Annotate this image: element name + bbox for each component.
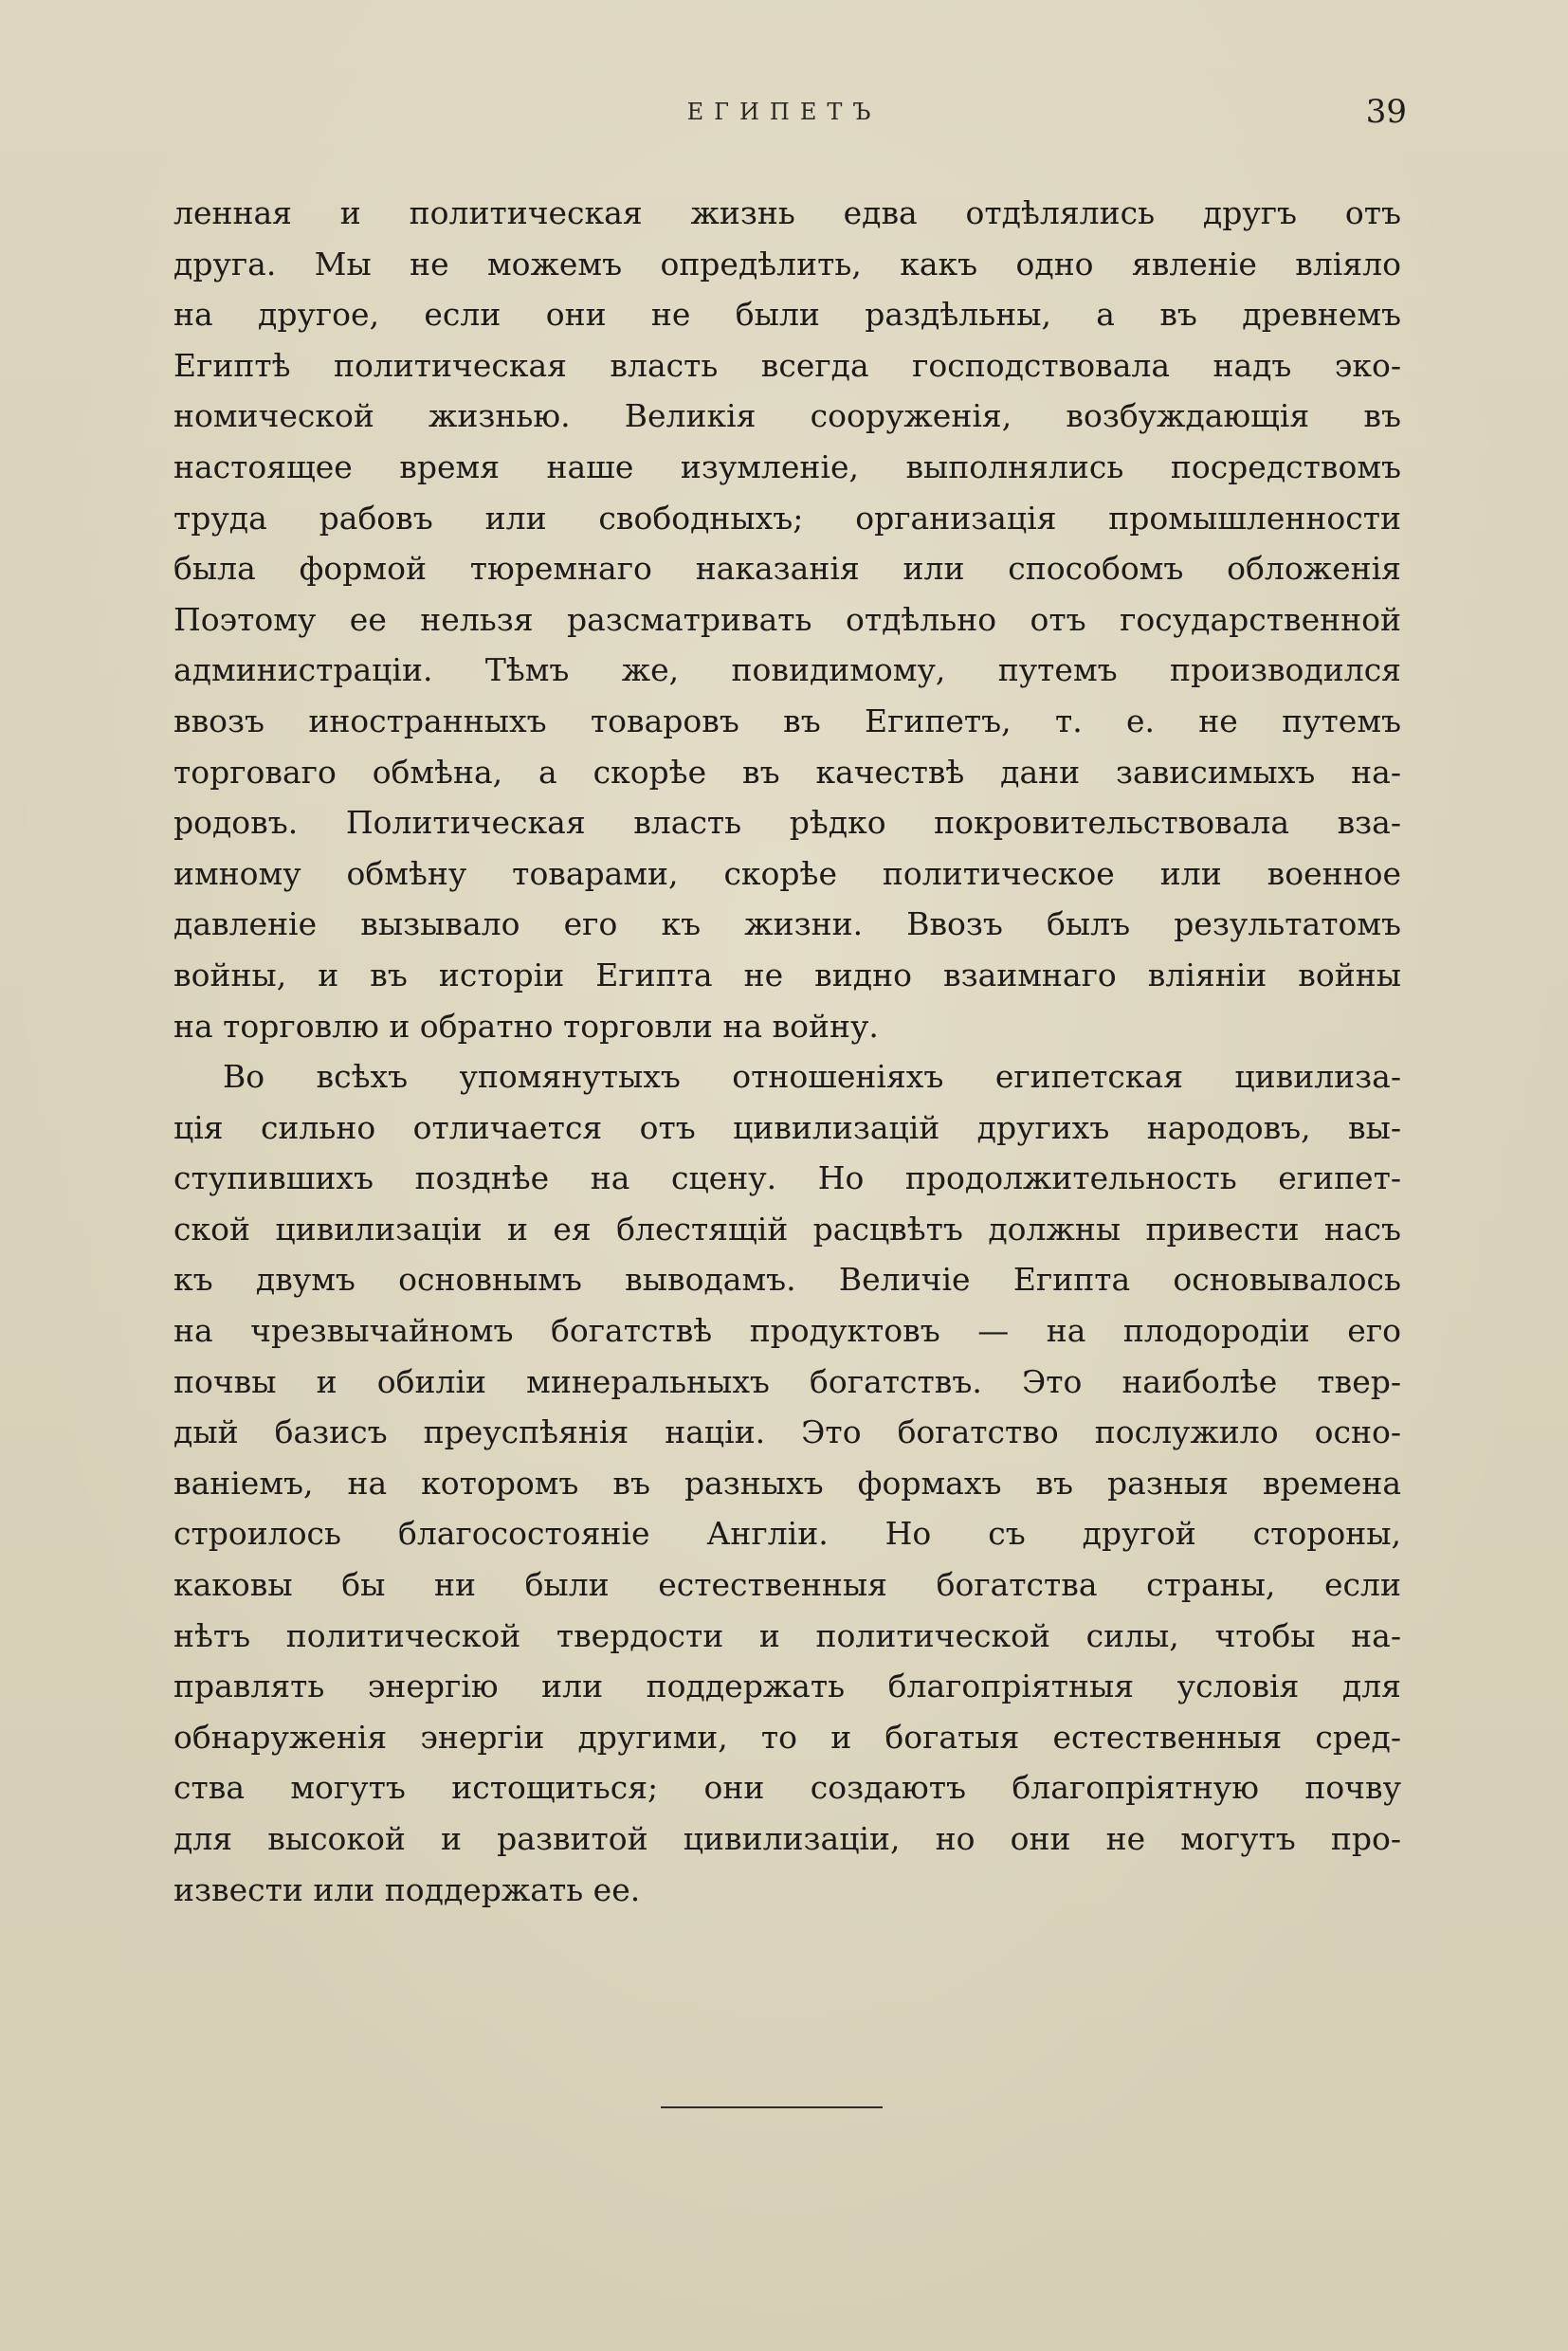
text-line: ской цивилизаціи и ея блестящій расцвѣтъ должны привести насъ	[173, 1210, 1401, 1248]
text-line: настоящее время наше изумленіе, выполнялись посредствомъ	[173, 447, 1401, 485]
page-number: 39	[1365, 93, 1407, 131]
text-line: къ двумъ основнымъ выводамъ. Величіе Египта основывалось	[173, 1261, 1401, 1299]
text-line: Во всѣхъ упомянутыхъ отношеніяхъ египетская цивилиза-	[223, 1058, 1401, 1096]
text-line: правлять энергію или поддержать благопріятныя условія для	[173, 1668, 1401, 1705]
text-line: войны, и въ исторіи Египта не видно взаимнаго вліяніи войны	[173, 956, 1401, 993]
text-line: ввозъ иностранныхъ товаровъ въ Египетъ, т. е. не путемъ	[173, 702, 1401, 739]
end-rule	[661, 2106, 883, 2108]
paragraph-1	[173, 188, 1401, 1051]
text-line: Поэтому ее нельзя разсматривать отдѣльно отъ государственной	[173, 600, 1401, 638]
text-line: ленная и политическая жизнь едва отдѣлялись другъ отъ	[173, 194, 1401, 231]
text-line: обнаруженія энергіи другими, то и богатыя естественныя сред-	[173, 1718, 1401, 1756]
running-title: ЕГИПЕТЪ	[686, 99, 882, 125]
text-line: извести или поддержать ее.	[173, 1870, 641, 1908]
text-line: номической жизнью. Великія сооруженія, возбуждающія въ	[173, 397, 1401, 435]
paragraph-2	[173, 1051, 1401, 1915]
text-line: на торговлю и обратно торговли на войну.	[173, 1007, 879, 1045]
text-line: давленіе вызывало его къ жизни. Ввозъ былъ результатомъ	[173, 905, 1401, 943]
text-line: на другое, если они не были раздѣльны, а въ древнемъ	[173, 296, 1401, 334]
text-line: родовъ. Политическая власть рѣдко покровительствовала вза-	[173, 804, 1401, 842]
text-line: на чрезвычайномъ богатствѣ продуктовъ — на плодородіи его	[173, 1312, 1401, 1350]
text-line: торговаго обмѣна, а скорѣе въ качествѣ дани зависимыхъ на-	[173, 753, 1401, 791]
text-line: дый базисъ преуспѣянія націи. Это богатство послужило осно-	[173, 1413, 1401, 1451]
text-line: ція сильно отличается отъ цивилизацій другихъ народовъ, вы-	[173, 1108, 1401, 1146]
text-line: друга. Мы не можемъ опредѣлить, какъ одно явленіе вліяло	[173, 245, 1401, 282]
text-line: каковы бы ни были естественныя богатства страны, если	[173, 1566, 1401, 1604]
text-line: строилось благосостояніе Англіи. Но съ другой стороны,	[173, 1515, 1401, 1553]
text-line: имному обмѣну товарами, скорѣе политическое или военное	[173, 854, 1401, 892]
text-line: для высокой и развитой цивилизаціи, но они не могутъ про-	[173, 1820, 1401, 1857]
running-head	[0, 93, 1568, 140]
text-line: администраціи. Тѣмъ же, повидимому, путемъ производился	[173, 651, 1401, 689]
text-line: ступившихъ позднѣе на сцену. Но продолжительность египет-	[173, 1159, 1401, 1197]
text-line: ваніемъ, на которомъ въ разныхъ формахъ въ разныя времена	[173, 1464, 1401, 1502]
body-text	[173, 188, 1401, 1915]
text-line: была формой тюремнаго наказанія или способомъ обложенія	[173, 550, 1401, 588]
text-line: труда рабовъ или свободныхъ; организація промышленности	[173, 499, 1401, 537]
text-line: почвы и обиліи минеральныхъ богатствъ. Это наиболѣе твер-	[173, 1362, 1401, 1400]
text-line: Египтѣ политическая власть всегда господствовала надъ эко-	[173, 346, 1401, 384]
text-line: нѣтъ политической твердости и политической силы, чтобы на-	[173, 1616, 1401, 1654]
text-line: ства могутъ истощиться; они создаютъ благопріятную почву	[173, 1769, 1401, 1807]
